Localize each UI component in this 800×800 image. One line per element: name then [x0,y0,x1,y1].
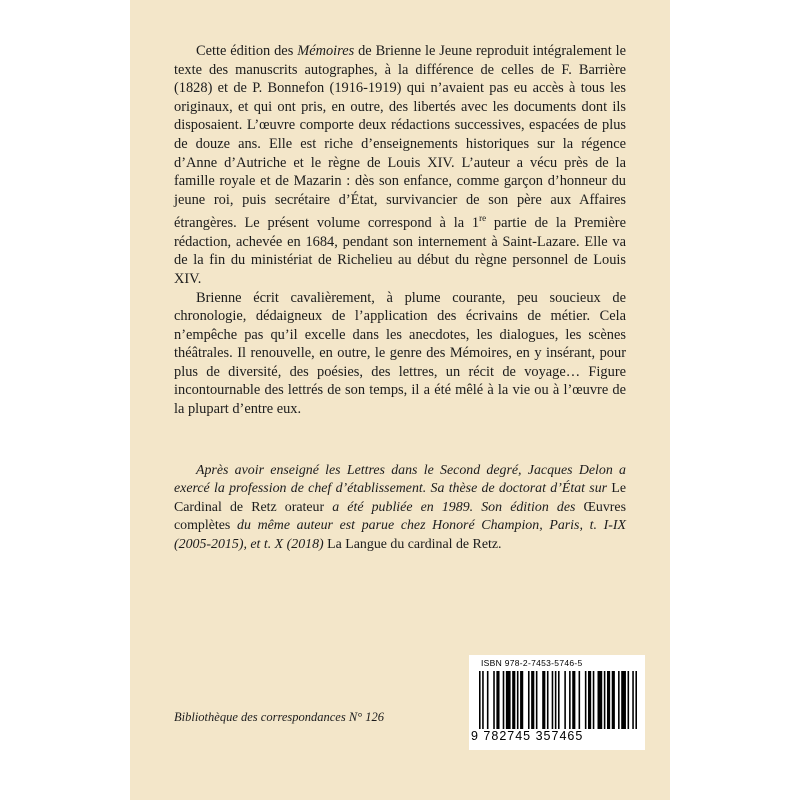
summary-text [174,42,626,419]
p1-title-memoires: Mémoires [297,43,355,59]
bio-thesis-title: Le Cardinal de Retz orateur [174,481,626,515]
barcode-digits: 9 782745 357465 [471,729,584,743]
barcode-image [479,671,637,729]
back-cover [130,0,670,800]
p1-part-a: Cette édition des [196,43,298,59]
bio-langue-title: La Langue du cardinal de Retz. [327,536,502,552]
bio-part-a: Après avoir enseigné les Lettres dans le Second degré, Jacques Delon a exercé la profession de chef d’établissement. Sa thèse de doctorat d’État sur [174,463,626,497]
p1-part-d: partie de la Première rédaction, achevée en 1684, pendant son internement à Saint-Lazare. Elle va de la fin du ministériat de Richelieu au début du règne personnel de Louis XIV. [174,215,626,287]
p1-part-c: de Brienne le Jeune reproduit intégralement le texte des manuscrits autographes, à la différence de celles de F. Barrière (1828) et de P. Bonnefon (1916-1919) qui n’avaient pas eu accès à tous les originaux, et qui ont pris, en outre, des libertés avec les documents dont ils disposaient. L’œuvre comporte deux rédactions successives, espacées de plus de douze ans. Elle est riche d’enseignements historiques sur la régence d’Anne d’Autriche et le règne de Louis XIV. L’auteur a vécu près de la famille royale et de Mazarin : dès son enfance, comme garçon d’honneur du jeune roi, puis secrétaire d’État, survivancier de son père aux Affaires étrangères. Le présent volume correspond à la 1 [174,43,626,232]
series-line: Bibliothèque des correspondances N° 126 [174,710,385,724]
summary-paragraph-1 [174,42,626,289]
bio-part-e: du même auteur est parue chez Honoré Champion, Paris, t. I-IX (2005-2015), et t. X (2018) [174,518,626,552]
barcode-panel [469,655,645,750]
author-bio [174,462,626,554]
summary-paragraph-2: Brienne écrit cavalièrement, à plume courante, peu soucieux de chronologie, dédaigneux de l’application des écrivains de métier. Cela n’empêche pas qu’il excelle dans les anecdotes, les dialogues, les scènes théâtrales. Il renouvelle, en outre, le genre des Mémoires, en y insérant, pour plus de diversité, des poésies, des lettres, un récit de voyage… Figure incontournable des lettrés de son temps, il a été mêlé à la vie ou à l’œuvre de la plupart d’entre eux. [174,289,626,418]
bio-part-c: a été publiée en 1989. Son édition des [324,499,584,515]
isbn-label: ISBN 978-2-7453-5746-5 [481,658,583,668]
bio-oeuvres-title: Œuvres complètes [174,499,626,534]
p1-superscript: re [479,213,487,224]
